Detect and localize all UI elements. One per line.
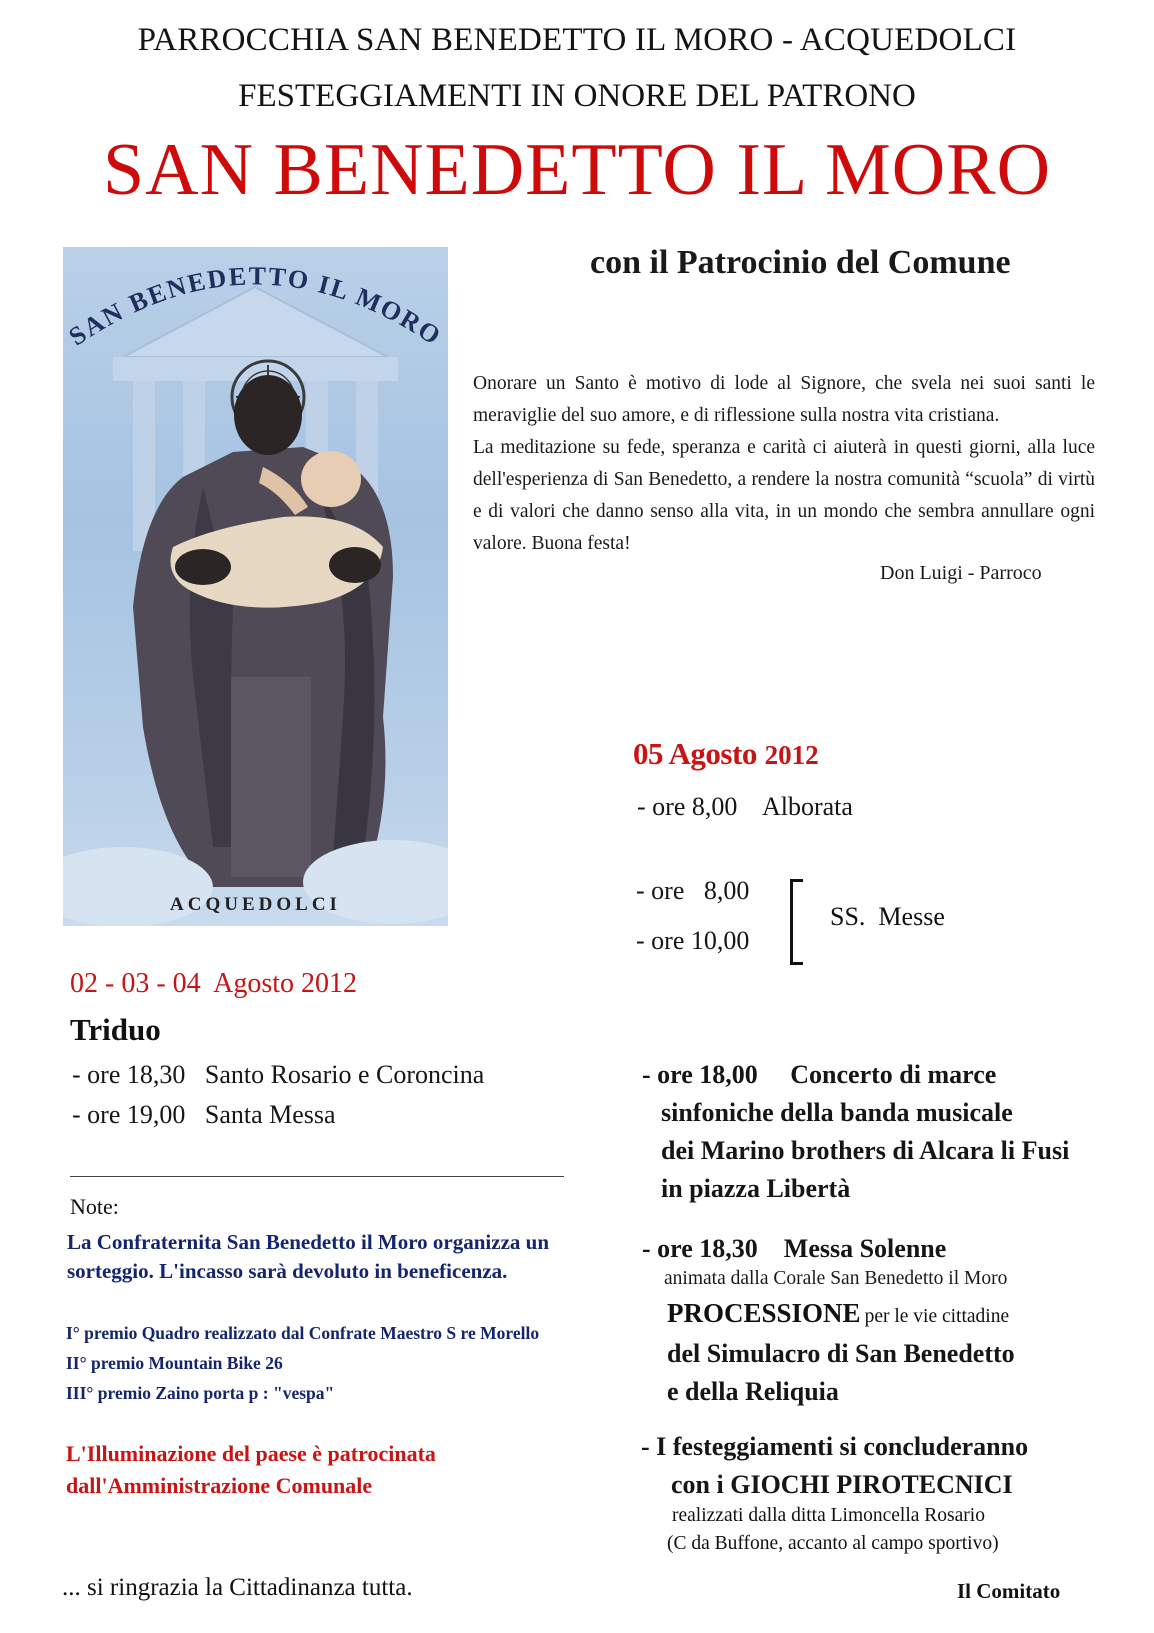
main-day-date [633, 736, 819, 772]
solemn-desc: Messa Solenne [783, 1234, 947, 1263]
prize-3: III° premio Zaino porta p : "vespa" [66, 1383, 335, 1403]
triduo-event-2 [72, 1100, 336, 1130]
picture-caption: ACQUEDOLCI [170, 894, 341, 915]
triduo-event-desc: Santa Messa [204, 1100, 336, 1129]
notes-heading: Note: [70, 1194, 119, 1219]
patronage-line: con il Patrocinio del Comune [590, 244, 1011, 281]
illumination-line-1: L'Illuminazione del paese è patrocinata [66, 1441, 436, 1466]
parish-header: PARROCCHIA SAN BENEDETTO IL MORO - ACQUEDOLCI [137, 22, 1017, 58]
main-day-label: 05 Agosto [633, 736, 757, 771]
mass-time-1: - ore 8,00 [636, 876, 750, 905]
concert-time: - ore 18,00 [642, 1060, 758, 1089]
illumination-note [66, 1438, 436, 1502]
masses-label: SS. Messe [830, 902, 945, 931]
mass-time-2: - ore 10,00 [636, 926, 750, 955]
alborata-event [637, 792, 853, 822]
triduo-event-1 [72, 1060, 484, 1090]
prize-2: II° premio Mountain Bike 26 [66, 1353, 283, 1373]
triduo-event-time: - ore 19,00 [72, 1100, 186, 1129]
alborata-time: - ore 8,00 [637, 792, 738, 821]
pastor-signature: Don Luigi - Parroco [880, 562, 1042, 584]
statue-illustration [63, 247, 448, 926]
committee-signature: Il Comitato [957, 1579, 1061, 1603]
procession-label: PROCESSIONE [667, 1298, 861, 1328]
concert-line-1: Concerto di marce [790, 1060, 997, 1089]
pastor-message [473, 368, 1095, 560]
triduo-event-desc: Santo Rosario e Coroncina [204, 1060, 485, 1089]
festivities-header: FESTEGGIAMENTI IN ONORE DEL PATRONO [238, 78, 916, 114]
closing-line-4: (C da Buffone, accanto al campo sportivo) [667, 1533, 999, 1554]
concert-line-2: sinfoniche della banda musicale [661, 1098, 1013, 1127]
triduo-dates: 02 - 03 - 04 Agosto 2012 [70, 968, 357, 999]
solemn-subtitle: animata dalla Corale San Benedetto il Moro [664, 1268, 1008, 1289]
message-paragraph-2: La meditazione su fede, speranza e carità ci aiuterà in questi giorni, alla luce dell'esperienza di San Benedetto, a rendere la nostra comunità “scuola” di virtù e di valori che danno senso alla vita, in un mondo che sembra annullare ogni valore. Buona festa! [473, 437, 1095, 554]
triduo-event-time: - ore 18,30 [72, 1060, 186, 1089]
concert-event [642, 1056, 996, 1094]
concert-details [661, 1094, 1069, 1208]
closing-line-3: realizzati dalla ditta Limoncella Rosario [672, 1505, 985, 1526]
alborata-desc: Alborata [761, 792, 853, 821]
prize-1: I° premio Quadro realizzato dal Confrate Maestro S re Morello [66, 1323, 540, 1343]
closing-line-1: - I festeggiamenti si concluderanno [641, 1432, 1029, 1461]
procession-sub: per le vie cittadine [864, 1306, 1010, 1327]
saint-statue-picture [63, 247, 448, 926]
message-paragraph-1: Onorare un Santo è motivo di lode al Signore, che svela nei suoi santi le meraviglie del suo amore, e di riflessione sulla nostra vita cristiana. [473, 373, 1095, 426]
simulacro-line-2: e della Reliquia [667, 1377, 839, 1406]
thanks-line: ... si ringrazia la Cittadinanza tutta. [62, 1574, 413, 1601]
notes-divider [70, 1176, 564, 1177]
concert-line-4: in piazza Libertà [661, 1174, 851, 1203]
main-day-year: 2012 [764, 740, 819, 770]
solemn-time: - ore 18,30 [642, 1234, 758, 1263]
closing-line-2: con i GIOCHI PIROTECNICI [671, 1470, 1013, 1499]
solemn-mass-event [642, 1230, 946, 1268]
simulacro-line-1: del Simulacro di San Benedetto [667, 1339, 1015, 1368]
main-title: SAN BENEDETTO IL MORO [102, 129, 1052, 211]
concert-line-3: dei Marino brothers di Alcara li Fusi [661, 1136, 1070, 1165]
triduo-title: Triduo [70, 1012, 161, 1047]
arc-caption: SAN BENEDETTO IL MORO [63, 261, 448, 352]
simulacro-lines [667, 1335, 1015, 1411]
notes-body: La Confraternita San Benedetto il Moro organizza un sorteggio. L'incasso sarà devoluto in beneficenza. [67, 1230, 549, 1283]
mass-bracket [790, 879, 803, 965]
illumination-line-2: dall'Amministrazione Comunale [66, 1473, 373, 1498]
procession-line [667, 1298, 1009, 1329]
